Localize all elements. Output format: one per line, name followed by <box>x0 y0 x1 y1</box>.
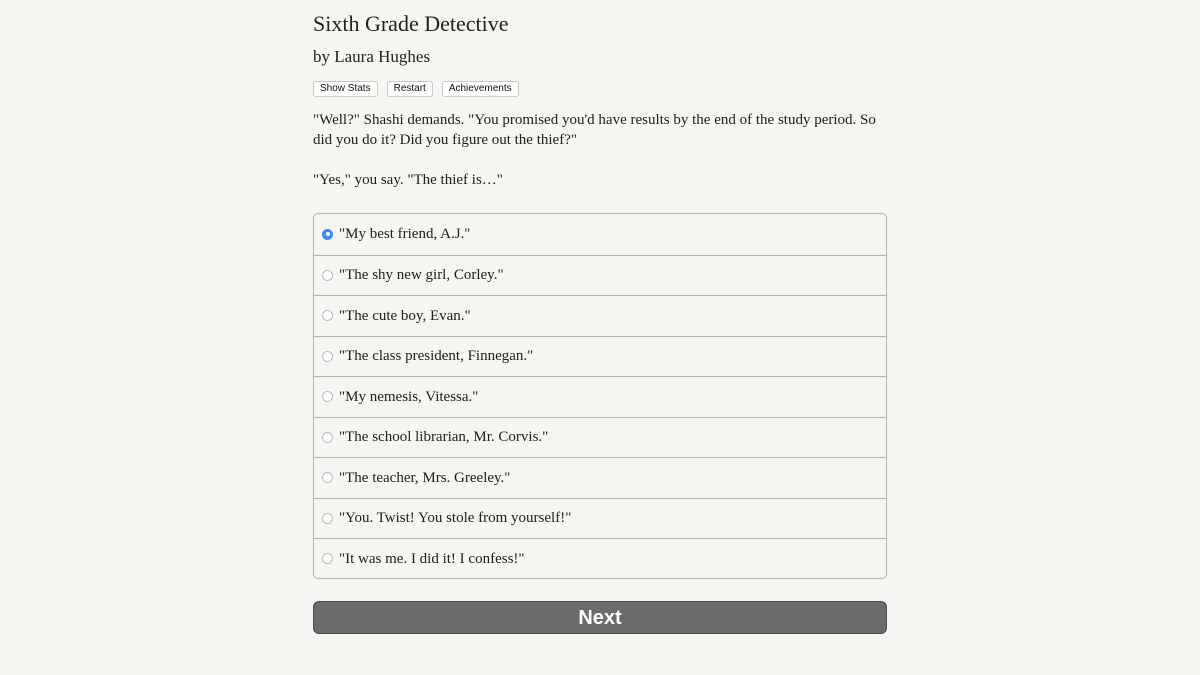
choice-list <box>313 213 887 579</box>
choice-option[interactable] <box>314 417 886 458</box>
choice-label: "The school librarian, Mr. Corvis." <box>339 429 549 446</box>
radio-button[interactable] <box>322 351 333 362</box>
choice-option[interactable] <box>314 214 886 255</box>
radio-button[interactable] <box>322 432 333 443</box>
radio-button[interactable] <box>322 229 333 240</box>
toolbar <box>313 81 519 97</box>
radio-button[interactable] <box>322 391 333 402</box>
achievements-button[interactable]: Achievements <box>442 81 519 97</box>
restart-button[interactable]: Restart <box>387 81 433 97</box>
choice-option[interactable] <box>314 498 886 539</box>
choice-option[interactable] <box>314 457 886 498</box>
story-paragraph: "Well?" Shashi demands. "You promised you'd have results by the end of the study period. So did you do it? Did you figure out the thief?" <box>313 112 876 148</box>
choice-option[interactable] <box>314 255 886 296</box>
choice-option[interactable] <box>314 376 886 417</box>
show-stats-button[interactable]: Show Stats <box>313 81 378 97</box>
radio-button[interactable] <box>322 270 333 281</box>
choice-label: "My nemesis, Vitessa." <box>339 388 479 405</box>
choice-label: "You. Twist! You stole from yourself!" <box>339 510 572 527</box>
next-button[interactable]: Next <box>313 601 887 634</box>
choice-option[interactable] <box>314 336 886 377</box>
choice-label: "My best friend, A.J." <box>339 226 471 243</box>
game-title: Sixth Grade Detective <box>313 11 509 36</box>
story-text <box>313 110 887 210</box>
game-author: by Laura Hughes <box>313 47 431 66</box>
radio-button[interactable] <box>322 310 333 321</box>
radio-button[interactable] <box>322 472 333 483</box>
choice-label: "The class president, Finnegan." <box>339 348 534 365</box>
radio-button[interactable] <box>322 513 333 524</box>
choice-label: "The teacher, Mrs. Greeley." <box>339 469 511 486</box>
choice-label: "It was me. I did it! I confess!" <box>339 550 525 567</box>
choice-label: "The cute boy, Evan." <box>339 307 471 324</box>
choice-option[interactable] <box>314 538 886 579</box>
story-paragraph: "Yes," you say. "The thief is…" <box>313 172 503 188</box>
radio-button[interactable] <box>322 553 333 564</box>
choice-label: "The shy new girl, Corley." <box>339 267 504 284</box>
choice-option[interactable] <box>314 295 886 336</box>
